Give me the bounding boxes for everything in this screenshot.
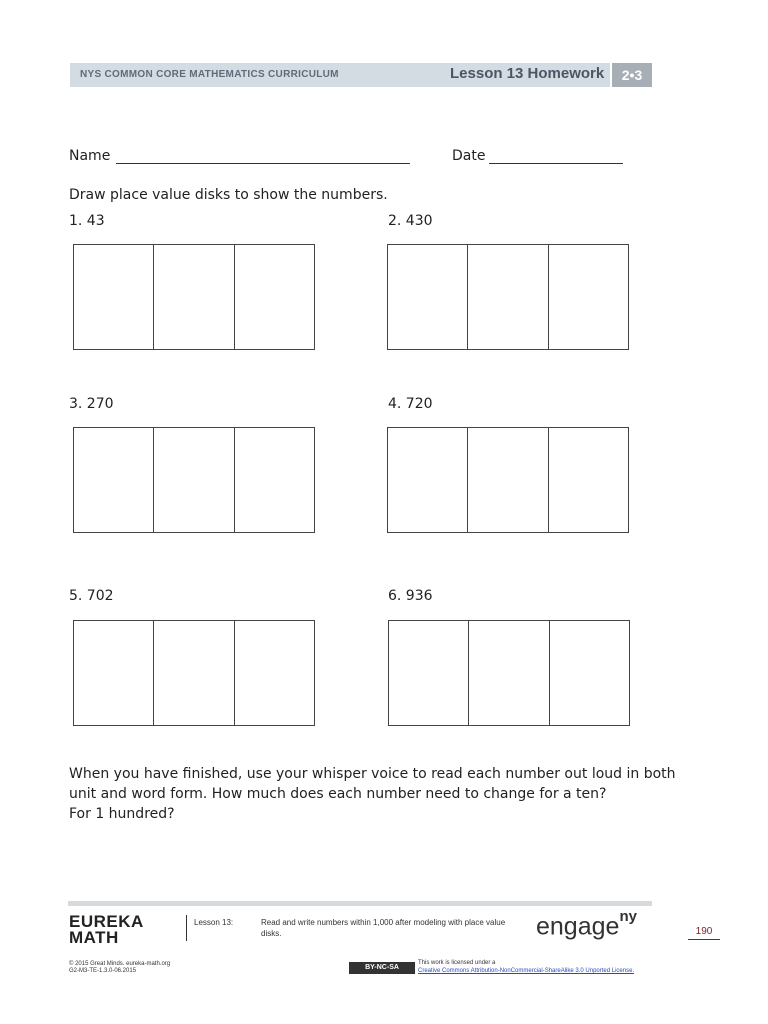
chart-cell[interactable]	[74, 621, 154, 725]
closing-line-3: For 1 hundred?	[69, 806, 175, 822]
chart-cell[interactable]	[549, 428, 628, 532]
engage-sup: ny	[619, 908, 637, 925]
copyright: © 2015 Great Minds. eureka-math.org	[69, 961, 171, 967]
problem-5-label: 5. 702	[69, 588, 114, 604]
chart-cell[interactable]	[74, 428, 154, 532]
logo-line-2: MATH	[69, 928, 119, 947]
curriculum-title: NYS COMMON CORE MATHEMATICS CURRICULUM	[80, 69, 339, 80]
footer-rule	[68, 901, 652, 906]
chart-cell[interactable]	[235, 245, 314, 349]
cc-badge-text: BY-NC-SA	[365, 964, 399, 971]
problem-4-label: 4. 720	[388, 396, 433, 412]
cc-license-badge	[349, 962, 415, 974]
closing-line-2: unit and word form. How much does each number need to change for a ten?	[69, 786, 607, 802]
closing-line-1: When you have finished, use your whisper voice to read each number out loud in both	[69, 766, 676, 782]
date-label: Date	[452, 148, 486, 164]
date-field[interactable]	[489, 163, 623, 164]
footer-lesson-label: Lesson 13:	[194, 918, 234, 927]
page-number: 190	[688, 926, 720, 940]
chart-cell[interactable]	[235, 428, 314, 532]
problem-2-label: 2. 430	[388, 213, 433, 229]
instructions: Draw place value disks to show the numbers.	[69, 187, 388, 203]
chart-cell[interactable]	[549, 245, 628, 349]
chart-cell[interactable]	[388, 428, 468, 532]
problem-6-label: 6. 936	[388, 588, 433, 604]
place-value-chart-6[interactable]	[388, 620, 630, 726]
doc-code: G2-M3-TE-1.3.0-06.2015	[69, 968, 137, 974]
chart-cell[interactable]	[468, 245, 548, 349]
problem-3-label: 3. 270	[69, 396, 114, 412]
engage-text: engage	[536, 912, 620, 941]
logo-line-1: EUREKA	[69, 912, 144, 931]
eureka-math-logo	[69, 914, 144, 946]
problem-1-label: 1. 43	[69, 213, 105, 229]
place-value-chart-3[interactable]	[73, 427, 315, 533]
place-value-chart-2[interactable]	[387, 244, 629, 350]
chart-cell[interactable]	[550, 621, 629, 725]
place-value-chart-5[interactable]	[73, 620, 315, 726]
place-value-chart-4[interactable]	[387, 427, 629, 533]
license-link[interactable]: Creative Commons Attribution-NonCommercial-ShareAlike 3.0 Unported License.	[418, 968, 635, 974]
name-label: Name	[69, 148, 111, 164]
grade-module-badge: 2•3	[612, 63, 652, 87]
chart-cell[interactable]	[235, 621, 314, 725]
license-intro: This work is licensed under a	[418, 960, 496, 966]
name-field[interactable]	[116, 163, 410, 164]
footer-lesson-desc-2: disks.	[261, 929, 282, 938]
footer-divider	[186, 915, 187, 941]
lesson-title: Lesson 13 Homework	[450, 65, 605, 82]
chart-cell[interactable]	[388, 245, 468, 349]
chart-cell[interactable]	[154, 621, 234, 725]
chart-cell[interactable]	[389, 621, 469, 725]
chart-cell[interactable]	[154, 245, 234, 349]
chart-cell[interactable]	[469, 621, 549, 725]
place-value-chart-1[interactable]	[73, 244, 315, 350]
footer-lesson-desc-1: Read and write numbers within 1,000 after modeling with place value	[261, 918, 506, 927]
engageny-logo	[536, 908, 637, 941]
chart-cell[interactable]	[154, 428, 234, 532]
chart-cell[interactable]	[74, 245, 154, 349]
chart-cell[interactable]	[468, 428, 548, 532]
